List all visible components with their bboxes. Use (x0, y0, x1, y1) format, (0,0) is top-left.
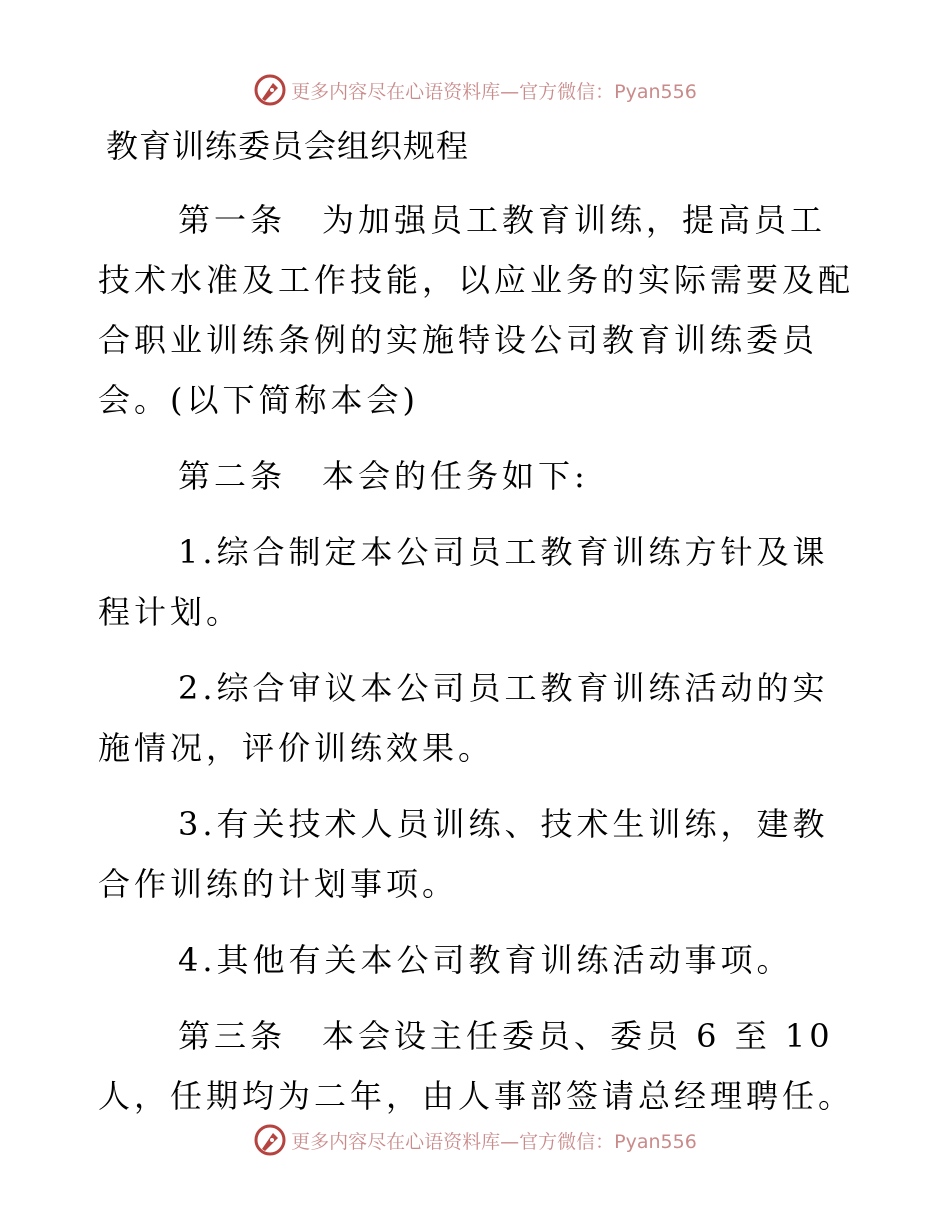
watermark-text: 更多内容尽在心语资料库—官方微信：Pyan556 (291, 80, 697, 103)
pen-nib-icon (253, 1123, 287, 1157)
header-watermark (0, 70, 950, 110)
pen-nib-icon (253, 73, 287, 107)
list-item-3: 3.有关技术人员训练、技术生训练，建教合作训练的计划事项。 (98, 805, 829, 903)
list-item-4: 4.其他有关本公司教育训练活动事项。 (178, 941, 793, 979)
document-title: 教育训练委员会组织规程 (106, 127, 470, 165)
list-item-2: 2.综合审议本公司员工教育训练活动的实施情况，评价训练效果。 (98, 669, 829, 767)
paragraph-article-3: 第三条 本会设主任委员、委员 6 至 10 人，任期均为二年，由人事部签请总经理聘任。 (98, 1017, 855, 1115)
footer-watermark (0, 1120, 950, 1160)
paragraph-article-1: 第一条 为加强员工教育训练，提高员工技术水准及工作技能，以应业务的实际需要及配合职业训练条例的实施特设公司教育训练委员会。(以下简称本会) (98, 201, 855, 419)
watermark-text: 更多内容尽在心语资料库—官方微信：Pyan556 (291, 1130, 697, 1153)
document-body (98, 190, 858, 1142)
paragraph-article-2: 第二条 本会的任务如下: (178, 457, 589, 495)
list-item-1: 1.综合制定本公司员工教育训练方针及课程计划。 (98, 533, 829, 631)
